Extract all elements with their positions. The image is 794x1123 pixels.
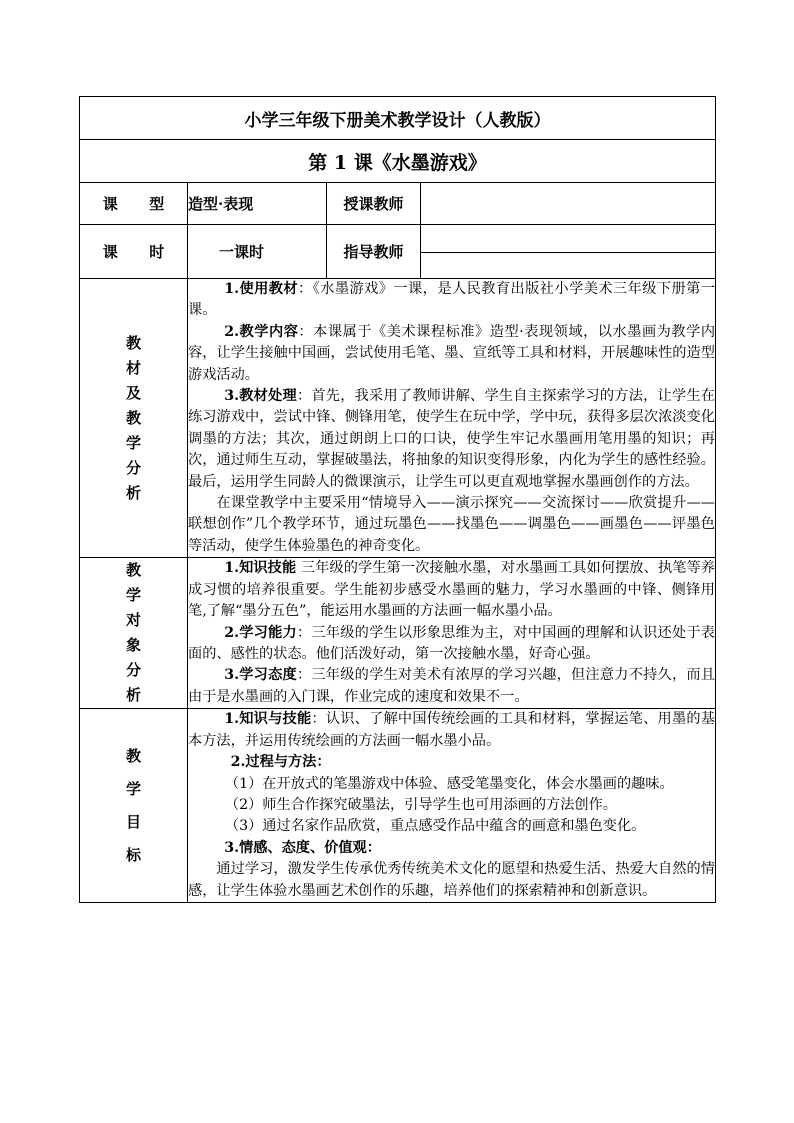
paragraph: 1.使用教材：《水墨游戏》一课，是人民教育出版社小学美术三年级下册第一课。 <box>188 281 716 319</box>
list-item: （2）师生合作探究破墨法，引导学生也可用添画的方法创作。 <box>224 796 617 813</box>
paragraph: 2.过程与方法： <box>230 754 331 771</box>
teacher-label: 授课教师 <box>327 183 421 225</box>
document-title: 小学三年级下册美术教学设计（人教版） <box>80 97 716 140</box>
lesson-title: 第 1 课《水墨游戏》 <box>80 140 716 183</box>
paragraph: 在课堂教学中主要采用“情境导入——演示探究——交流探讨——欣赏提升——联想创作”几个教学环节，通过玩墨色——找墨色——调墨色——画墨色——评墨色等活动，使学生体验墨色的神奇变化。 <box>188 495 715 554</box>
lesson-type-label: 课 型 <box>80 183 188 225</box>
list-item: （1）在开放式的笔墨游戏中体验、感受笔墨变化，体会水墨画的趣味。 <box>224 775 674 792</box>
period-label: 课 时 <box>80 225 188 279</box>
list-item: （3）通过名家作品欣赏，重点感受作品中蕴含的画意和墨色变化。 <box>224 818 646 835</box>
period-value: 一课时 <box>188 225 327 279</box>
student-analysis-content <box>188 558 716 709</box>
paragraph: 1.知识技能 三年级的学生第一次接触水墨，对水墨画工具如何摆放、执笔等养成习惯的培养很重要。学生能初步感受水墨画的魅力，学习水墨画的中锋、侧锋用笔,了解“墨分五色”，能运用水墨画的方法画一幅水墨小品。 <box>188 560 715 620</box>
mentor-value <box>421 225 716 279</box>
teaching-goals-content <box>188 709 716 903</box>
paragraph: 1.知识与技能：认识、了解中国传统绘画的工具和材料，掌握运笔、用墨的基本方法，并运用传统绘画的方法画一幅水墨小品。 <box>188 711 715 749</box>
materials-analysis-content <box>188 279 716 558</box>
cell-divider <box>421 252 715 253</box>
lesson-plan-table <box>79 96 716 903</box>
teaching-goals-label: 教 学 目 标 <box>80 709 188 903</box>
paragraph: 2.学习能力：三年级的学生以形象思维为主，对中国画的理解和认识还处于表面的、感性的状态。他们活泼好动，第一次接触水墨，好奇心强。 <box>188 624 715 662</box>
materials-analysis-label: 教 材 及 教 学 分 析 <box>80 279 188 558</box>
paragraph: 通过学习，激发学生传承优秀传统美术文化的愿望和热爱生活、热爱大自然的情感，让学生体验水墨画艺术创作的乐趣，培养他们的探索精神和创新意识。 <box>188 861 715 899</box>
paragraph: 3.学习态度：三年级的学生对美术有浓厚的学习兴趣，但注意力不持久，而且由于是水墨画的入门课，作业完成的速度和效果不一。 <box>188 667 715 705</box>
lesson-type-value: 造型·表现 <box>188 183 327 225</box>
student-analysis-label: 教 学 对 象 分 析 <box>80 558 188 709</box>
mentor-label: 指导教师 <box>327 225 421 279</box>
paragraph: 3.教材处理：首先，我采用了教师讲解、学生自主探索学习的方法，让学生在练习游戏中，尝试中锋、侧锋用笔，使学生在玩中学，学中玩，获得多层次浓淡变化调墨的方法；其次，通过朗朗上口的口诀，使学生牢记水墨画用笔用墨的知识；再次，通过师生互动，掌握破墨法，将抽象的知识变得形象，内化为学生的感性经验。最后，运用学生同龄人的微课演示，让学生可以更直观地掌握水墨画创作的方法。 <box>188 388 715 490</box>
paragraph: 3.情感、态度、价值观： <box>224 839 381 856</box>
teacher-value <box>421 183 716 225</box>
paragraph: 2.教学内容：本课属于《美术课程标准》造型·表现领域，以水墨画为教学内容，让学生接触中国画，尝试使用毛笔、墨、宣纸等工具和材料，开展趣味性的造型游戏活动。 <box>188 323 716 383</box>
